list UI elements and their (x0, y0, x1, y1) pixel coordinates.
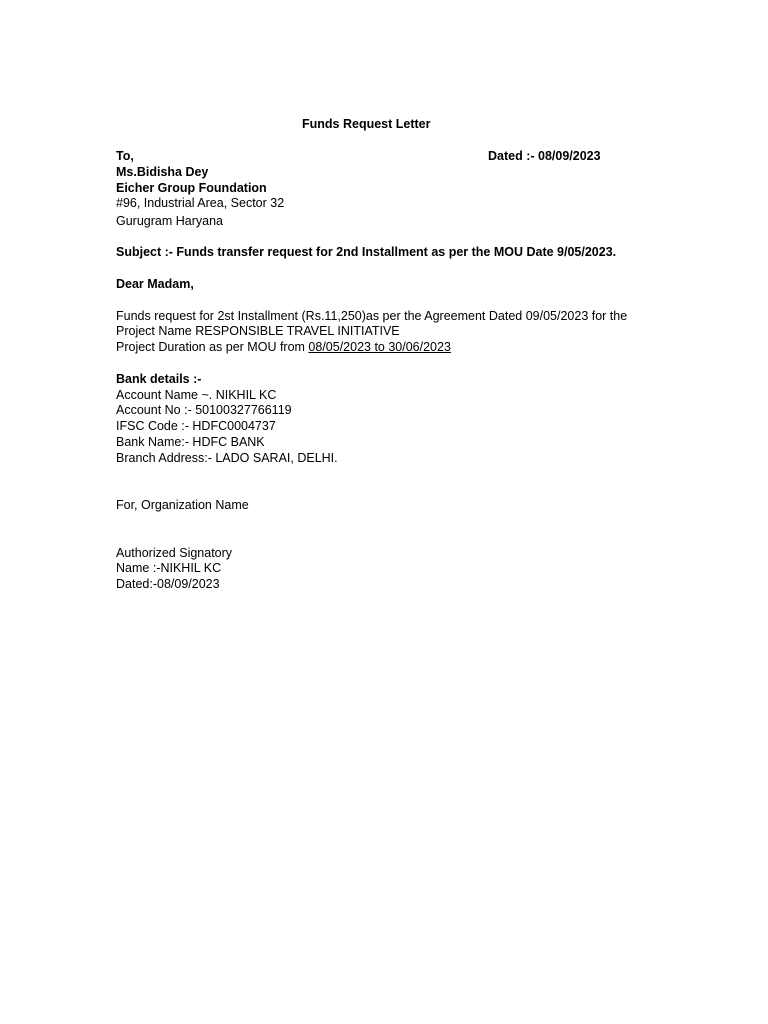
recipient-name: Ms.Bidisha Dey (116, 165, 209, 179)
address-line-2: Gurugram Haryana (116, 214, 223, 228)
signatory-date: Dated:-08/09/2023 (116, 577, 220, 591)
letter-title: Funds Request Letter (302, 117, 431, 131)
salutation: Dear Madam, (116, 277, 194, 291)
bank-name: Bank Name:- HDFC BANK (116, 435, 265, 449)
ifsc-code: IFSC Code :- HDFC0004737 (116, 419, 276, 433)
authorized-signatory: Authorized Signatory (116, 546, 233, 560)
duration-prefix: Project Duration as per MOU from (116, 340, 309, 354)
address-line-1: #96, Industrial Area, Sector 32 (116, 196, 285, 210)
for-organization: For, Organization Name (116, 498, 249, 512)
account-number: Account No :- 50100327766119 (116, 403, 292, 417)
to-label: To, (116, 149, 134, 163)
signatory-name: Name :-NIKHIL KC (116, 561, 222, 575)
subject-line: Subject :- Funds transfer request for 2nd Installment as per the MOU Date 9/05/2023. (116, 245, 617, 259)
body-line-1: Funds request for 2st Installment (Rs.11,250)as per the Agreement Dated 09/05/2023 for the (116, 309, 628, 323)
account-name: Account Name ~. NIKHIL KC (116, 388, 277, 402)
branch-address: Branch Address:- LADO SARAI, DELHI. (116, 451, 338, 465)
letter-date: Dated :- 08/09/2023 (488, 149, 601, 163)
body-line-3 (116, 339, 451, 355)
body-line-2: Project Name RESPONSIBLE TRAVEL INITIATIVE (116, 324, 400, 338)
bank-details-heading: Bank details :- (116, 372, 202, 386)
duration-dates: 08/05/2023 to 30/06/2023 (308, 340, 451, 354)
recipient-organization: Eicher Group Foundation (116, 181, 267, 195)
